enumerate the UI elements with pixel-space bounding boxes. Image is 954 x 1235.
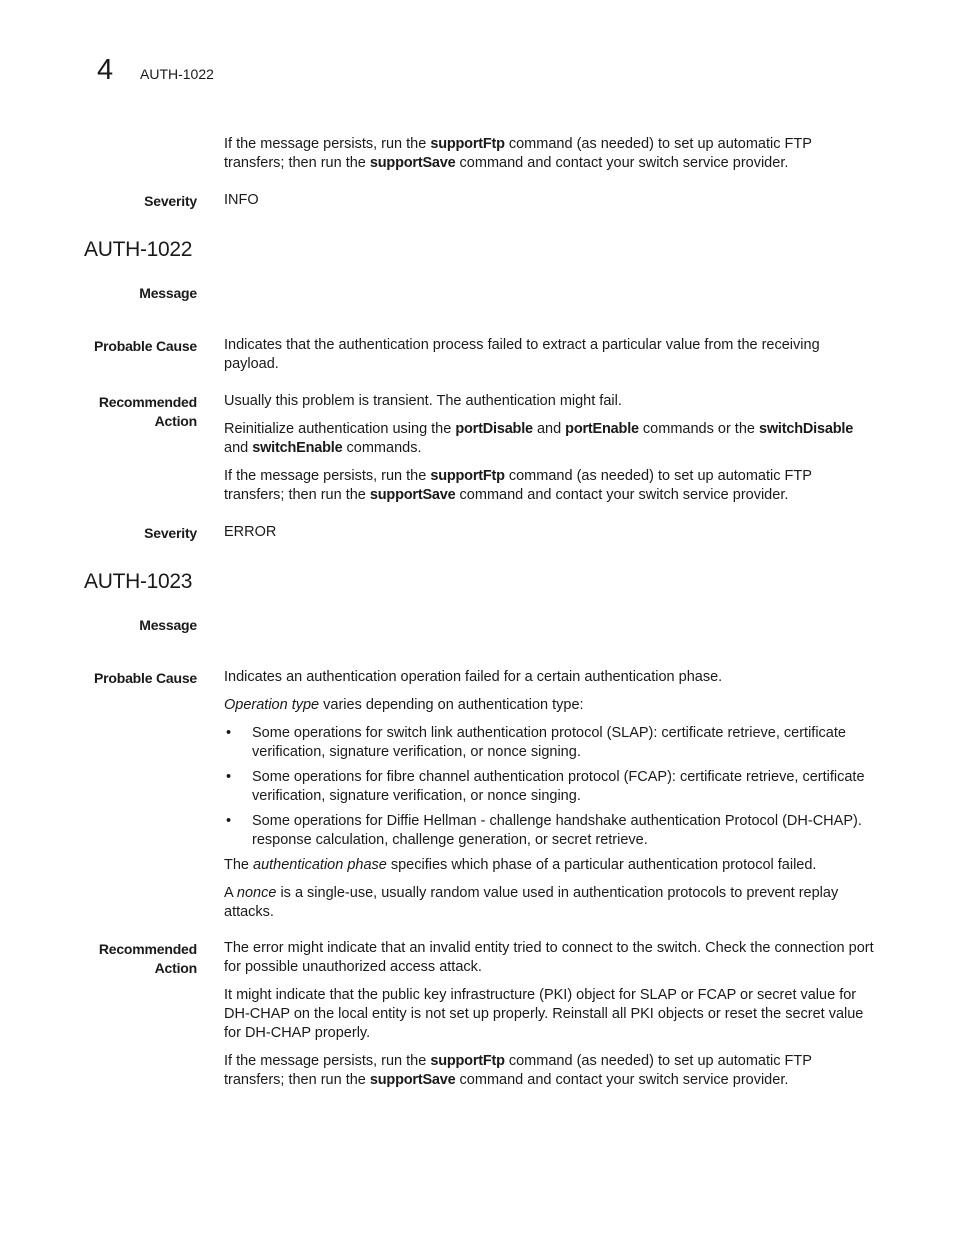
action-paragraph: It might indicate that the public key infrastructure (PKI) object for SLAP or FCAP or secret value for DH-CHAP on the local entity is not set up properly. Reinstall all PKI objects or reset the secret value for DH-CHAP properly. xyxy=(224,987,864,1041)
command-supportftp: supportFtp xyxy=(430,136,505,152)
command-supportsave: supportSave xyxy=(369,155,456,171)
probable-cause-label: Probable Cause xyxy=(93,338,197,354)
message-label: Message xyxy=(139,285,197,301)
section-title-auth-1022: AUTH-1022 xyxy=(84,238,193,261)
command-switchenable: switchEnable xyxy=(252,440,343,456)
action-paragraph: Reinitialize authentication using the portDisable and portEnable commands or the switchDisable and switchEnable commands. xyxy=(224,421,854,456)
action-paragraph: If the message persists, run the supportFtp command (as needed) to set up automatic FTP transfers; then run the supportSave command and contact your switch service provider. xyxy=(224,136,812,171)
command-switchdisable: switchDisable xyxy=(758,421,854,437)
bullet-icon: • xyxy=(226,725,232,741)
probable-cause-label: Probable Cause xyxy=(93,670,197,686)
bullet-icon: • xyxy=(226,813,232,829)
severity-value: INFO xyxy=(224,192,259,208)
command-portdisable: portDisable xyxy=(455,421,533,437)
cause-paragraph: A nonce is a single-use, usually random value used in authentication protocols to prevent replay attacks. xyxy=(224,885,839,920)
command-supportsave: supportSave xyxy=(369,487,456,503)
section-title-auth-1023: AUTH-1023 xyxy=(84,570,193,593)
recommended-action-label: Recommended Action xyxy=(98,394,197,429)
severity-value: ERROR xyxy=(224,524,277,540)
cause-paragraph: Indicates that the authentication process failed to extract a particular value from the receiving payload. xyxy=(224,337,820,372)
list-item: • Some operations for Diffie Hellman - challenge handshake authentication Protocol (DH-CHAP). response calculation, challenge generation, or secret retrieve. xyxy=(226,813,862,848)
action-paragraph: If the message persists, run the supportFtp command (as needed) to set up automatic FTP transfers; then run the supportSave command and contact your switch service provider. xyxy=(224,468,812,503)
running-header-title: AUTH-1022 xyxy=(140,66,214,82)
recommended-action-text xyxy=(224,939,874,1090)
recommended-action-text xyxy=(224,392,874,505)
cause-paragraph: Operation type varies depending on authentication type: xyxy=(224,697,584,713)
list-item: • Some operations for fibre channel authentication protocol (FCAP): certificate retrieve, certificate verification, signature verification, or nonce singing. xyxy=(226,769,865,804)
message-label: Message xyxy=(139,617,197,633)
action-paragraph: If the message persists, run the supportFtp command (as needed) to set up automatic FTP transfers; then run the supportSave command and contact your switch service provider. xyxy=(224,1053,812,1088)
severity-label: Severity xyxy=(144,525,197,541)
cause-paragraph: Indicates an authentication operation failed for a certain authentication phase. xyxy=(224,669,723,685)
command-supportftp: supportFtp xyxy=(430,1053,505,1069)
severity-label: Severity xyxy=(144,193,197,209)
probable-cause-text xyxy=(224,336,874,374)
command-supportsave: supportSave xyxy=(369,1072,456,1088)
recommended-action-label: Recommended Action xyxy=(98,941,197,976)
probable-cause-text xyxy=(224,668,874,922)
bullet-icon: • xyxy=(226,769,232,785)
previous-recommended-action xyxy=(224,135,874,173)
chapter-number: 4 xyxy=(97,54,114,86)
command-supportftp: supportFtp xyxy=(430,468,505,484)
action-paragraph: Usually this problem is transient. The authentication might fail. xyxy=(224,393,622,409)
cause-paragraph: The authentication phase specifies which phase of a particular authentication protocol failed. xyxy=(224,857,817,873)
command-portenable: portEnable xyxy=(565,421,639,437)
list-item: • Some operations for switch link authentication protocol (SLAP): certificate retrieve, certificate verification, signature verification, or nonce signing. xyxy=(226,725,846,760)
action-paragraph: The error might indicate that an invalid entity tried to connect to the switch. Check the connection port for possible unauthorized access attack. xyxy=(224,940,874,975)
operation-list xyxy=(224,724,874,850)
